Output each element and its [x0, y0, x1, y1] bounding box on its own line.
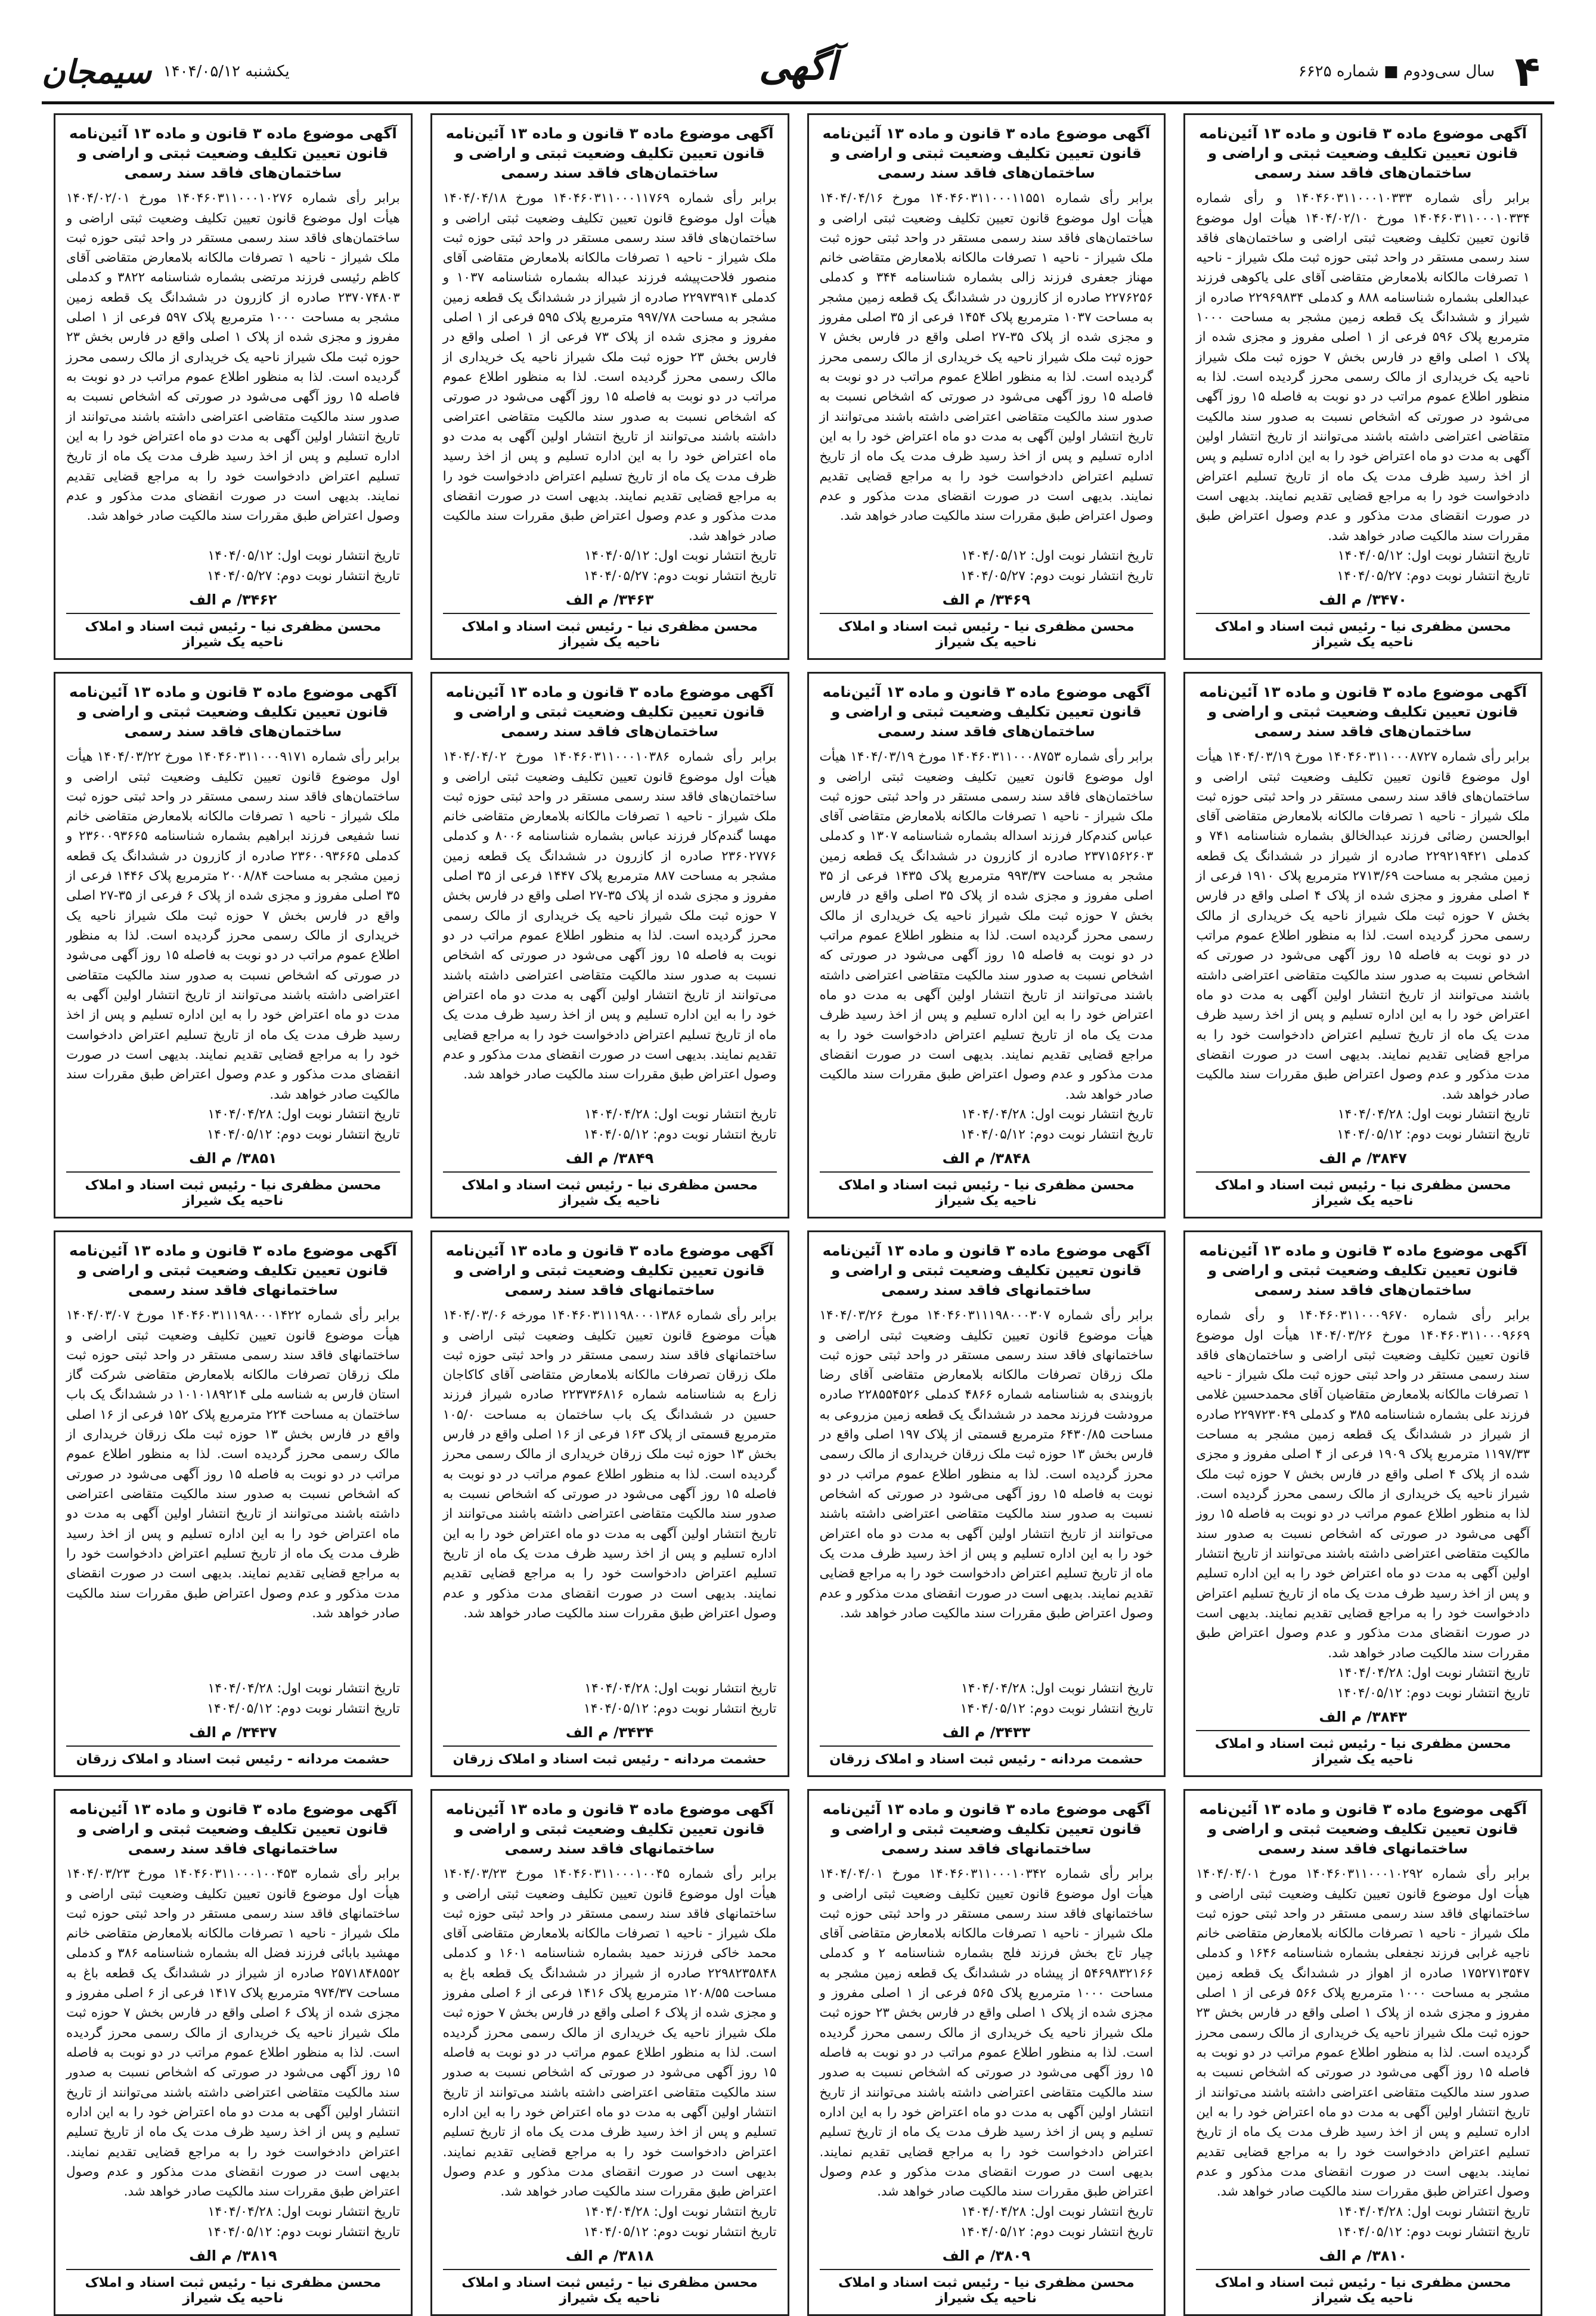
notice-title: آگهی موضوع ماده ۳ قانون و ماده ۱۳ آئین‌نامه قانون تعیین تکلیف وضعیت ثبتی و اراضی و ساختمان‌های فاقد سند رسمی	[1199, 1242, 1527, 1299]
issue-date: یکشنبه ۱۴۰۴/۰۵/۱۲	[163, 63, 290, 80]
notice-code: ۳۴۶۹/ م الف	[942, 591, 1031, 608]
header-left	[42, 52, 290, 91]
notice-block	[54, 672, 413, 1219]
notice-second-publish-date: تاریخ انتشار نوبت دوم: ۱۴۰۴/۰۵/۲۷	[583, 568, 777, 584]
notice-code: ۳۸۵۱/ م الف	[189, 1150, 277, 1167]
notice-title: آگهی موضوع ماده ۳ قانون و ماده ۱۳ آئین‌نامه قانون تعیین تکلیف وضعیت ثبتی و اراضی و ساختمان‌های فاقد سند رسمی	[69, 125, 397, 182]
notice-body: برابر رأی شماره ۱۴۰۴۶۰۳۱۱۰۰۰۱۰۲۷۶ مورخ ۱۴۰۴/۰۲/۰۱ هیأت اول موضوع قانون تعیین تکلیف وضعیت ثبتی اراضی و ساختمان‌های فاقد سند رسمی مستقر در واحد ثبتی حوزه ثبت ملک شیراز - ناحیه ۱ تصرفات مالکانه بلامعارض متقاضی آقای کاظم رئیسی فرزند مرتضی بشماره شناسنامه ۳۸۲۲ و کدملی ۲۳۷۰۷۴۸۰۳ صادره از کازرون در ششدانگ یک قطعه زمین مشجر به مساحت ۱۰۰۰ مترمربع پلاک ۵۹۷ فرعی از ۱ اصلی مفروز و مجزی شده از پلاک ۱ اصلی واقع در فارس بخش ۲۳ حوزه ثبت ملک شیراز ناحیه یک خریداری از مالک رسمی محرز گردیده است. لذا به منظور اطلاع عموم مراتب در دو نوبت به فاصله ۱۵ روز آگهی می‌شود در صورتی که اشخاص نسبت به صدور سند مالکیت متقاضی اعتراضی داشته باشند می‌توانند از تاریخ انتشار اولین آگهی به مدت دو ماه اعتراض خود را به این اداره تسلیم و پس از اخذ رسید ظرف مدت یک ماه از تاریخ تسلیم اعتراض دادخواست خود را به مراجع قضایی تقدیم نمایند. بدیهی است در صورت انقضای مدت مذکور و عدم وصول اعتراض طبق مقررات سند مالکیت صادر خواهد شد.	[66, 191, 400, 524]
notice-title: آگهی موضوع ماده ۳ قانون و ماده ۱۳ آئین‌نامه قانون تعیین تکلیف وضعیت ثبتی و اراضی و ساختمان‌های فاقد سند رسمی	[445, 125, 774, 182]
notice-first-publish-date: تاریخ انتشار نوبت اول: ۱۴۰۴/۰۵/۱۲	[207, 548, 400, 563]
notice-first-publish-date: تاریخ انتشار نوبت اول: ۱۴۰۴/۰۵/۱۲	[1337, 548, 1530, 563]
notice-code: ۳۸۱۹/ م الف	[189, 2247, 277, 2264]
notice-code: ۳۸۱۸/ م الف	[565, 2247, 654, 2264]
notice-signature: محسن مظفری نیا - رئیس ثبت اسناد و املاک ناحیه یک شیراز	[66, 1171, 400, 1208]
notice-first-publish-date: تاریخ انتشار نوبت اول: ۱۴۰۴/۰۴/۲۸	[960, 1106, 1154, 1122]
notice-body: برابر رأی شماره ۱۴۰۴۶۰۳۱۱۱۹۸۰۰۰۳۰۷ مورخ ۱۴۰۴/۰۳/۲۶ هیأت موضوع قانون تعیین تکلیف وضعیت ثبتی اراضی و ساختمانهای فاقد سند رسمی مستقر در واحد ثبتی حوزه ثبت ملک زرقان تصرفات مالکانه بلامعارض متقاضی آقای رضا بازوبندی به شناسنامه شماره ۴۸۶۶ کدملی ۲۲۸۵۵۴۵۲۶ صادره مرودشت فرزند محمد در ششدانگ یک قطعه زمین مزروعی به مساحت ۶۴۳۰/۸۵ مترمربع قسمتی از پلاک ۱۹۷ اصلی واقع در فارس بخش ۱۳ حوزه ثبت ملک زرقان خریداری از مالک رسمی محرز گردیده است. لذا به منظور اطلاع عموم مراتب در دو نوبت به فاصله ۱۵ روز آگهی می‌شود در صورتی که اشخاص نسبت به صدور سند مالکیت متقاضی اعتراضی داشته باشند می‌توانند از تاریخ انتشار اولین آگهی به مدت دو ماه اعتراض خود را به این اداره تسلیم و پس از اخذ رسید ظرف مدت یک ماه از تاریخ تسلیم اعتراض دادخواست خود را به مراجع قضایی تقدیم نمایند. بدیهی است در صورت انقضای مدت مذکور و عدم وصول اعتراض طبق مقررات سند مالکیت صادر خواهد شد.	[819, 1308, 1154, 1621]
notice-block	[430, 1230, 789, 1777]
notice-signature: حشمت مردانه - رئیس ثبت اسناد و املاک زرقان	[820, 1745, 1154, 1767]
notice-block	[54, 1789, 413, 2316]
notice-body: برابر رأی شماره ۱۴۰۴۶۰۳۱۱۰۰۰۱۰۰۴۵ مورخ ۱۴۰۴/۰۳/۲۳ هیأت اول موضوع قانون تعیین تکلیف وضعیت ثبتی اراضی و ساختمانهای فاقد سند رسمی مستقر در واحد ثبتی حوزه ثبت ملک شیراز - ناحیه ۱ تصرفات مالکانه بلامعارض متقاضی آقای محمد خاکی فرزند حمید بشماره شناسنامه ۱۶۰۱ و کدملی ۲۲۹۸۲۳۵۸۴۸ صادره از شیراز در ششدانگ یک قطعه باغ به مساحت ۱۲۰۸/۵۵ مترمربع پلاک ۱۴۱۶ فرعی از ۶ اصلی مفروز و مجزی شده از پلاک ۶ اصلی واقع در فارس بخش ۷ حوزه ثبت ملک شیراز ناحیه یک خریداری از مالک رسمی محرز گردیده است. لذا به منظور اطلاع عموم مراتب در دو نوبت به فاصله ۱۵ روز آگهی می‌شود در صورتی که اشخاص نسبت به صدور سند مالکیت متقاضی اعتراضی داشته باشند می‌توانند از تاریخ انتشار اولین آگهی به مدت دو ماه اعتراض خود را به این اداره تسلیم و پس از اخذ رسید ظرف مدت یک ماه از تاریخ تسلیم اعتراض دادخواست خود را به مراجع قضایی تقدیم نمایند. بدیهی است در صورت انقضای مدت مذکور و عدم وصول اعتراض طبق مقررات سند مالکیت صادر خواهد شد.	[442, 1867, 777, 2200]
notice-block	[1183, 672, 1542, 1219]
notice-code: ۳۴۳۷/ م الف	[189, 1724, 277, 1741]
notice-title: آگهی موضوع ماده ۳ قانون و ماده ۱۳ آئین‌نامه قانون تعیین تکلیف وضعیت ثبتی و اراضی و ساختمان‌های فاقد سند رسمی	[1199, 125, 1527, 182]
notice-first-publish-date: تاریخ انتشار نوبت اول: ۱۴۰۴/۰۴/۲۸	[584, 1681, 777, 1696]
notice-title: آگهی موضوع ماده ۳ قانون و ماده ۱۳ آئین‌نامه قانون تعیین تکلیف وضعیت ثبتی و اراضی و ساختمانهای فاقد سند رسمی	[69, 1242, 397, 1299]
notice-code: ۳۸۱۰/ م الف	[1319, 2247, 1407, 2264]
notice-body: برابر رأی شماره ۱۴۰۴۶۰۳۱۱۰۰۰۱۰۲۹۲ مورخ ۱۴۰۴/۰۴/۰۱ هیأت اول موضوع قانون تعیین تکلیف وضعیت ثبتی اراضی و ساختمانهای فاقد سند رسمی مستقر در واحد ثبتی حوزه ثبت ملک شیراز - ناحیه ۱ تصرفات مالکانه بلامعارض متقاضی خانم ناجیه غرابی فرزند نجفعلی بشماره شناسنامه ۱۶۴۶ و کدملی ۱۷۵۲۷۱۳۵۴۷ صادره از اهواز در ششدانگ یک قطعه زمین مشجر به مساحت ۱۰۰۰ مترمربع پلاک ۵۶۶ فرعی از ۱ اصلی مفروز و مجزی شده از پلاک ۱ اصلی واقع در فارس بخش ۲۳ حوزه ثبت ملک شیراز ناحیه یک خریداری از مالک رسمی محرز گردیده است. لذا به منظور اطلاع عموم مراتب در دو نوبت به فاصله ۱۵ روز آگهی می‌شود در صورتی که اشخاص نسبت به صدور سند مالکیت متقاضی اعتراضی داشته باشند می‌توانند از تاریخ انتشار اولین آگهی به مدت دو ماه اعتراض خود را به این اداره تسلیم و پس از اخذ رسید ظرف مدت یک ماه از تاریخ تسلیم اعتراض دادخواست خود را به مراجع قضایی تقدیم نمایند. بدیهی است در صورت انقضای مدت مذکور و عدم وصول اعتراض طبق مقررات سند مالکیت صادر خواهد شد.	[1196, 1867, 1530, 2200]
notice-block	[54, 1230, 413, 1777]
notice-body: برابر رأی شماره ۱۴۰۴۶۰۳۱۱۰۰۰۹۱۷۱ مورخ ۱۴۰۴/۰۳/۲۲ هیأت اول موضوع قانون تعیین تکلیف وضعیت ثبتی اراضی و ساختمان‌های فاقد سند رسمی مستقر در واحد ثبتی حوزه ثبت ملک شیراز - ناحیه ۱ تصرفات مالکانه بلامعارض متقاضی خانم نسا شفیعی فرزند ابراهیم بشماره شناسنامه ۲۳۶۰۰۹۳۶۶۵ و کدملی ۲۳۶۰۰۹۳۶۶۵ صادره از کازرون در ششدانگ یک قطعه زمین مشجر به مساحت ۲۰۰۸/۸۴ مترمربع پلاک ۱۴۴۶ فرعی از ۳۵ اصلی مفروز و مجزی شده از پلاک ۶ فرعی از ۳۵-۲۷ اصلی واقع در فارس بخش ۷ حوزه ثبت ملک شیراز ناحیه یک خریداری از مالک رسمی محرز گردیده است. لذا به منظور اطلاع عموم مراتب در دو نوبت به فاصله ۱۵ روز آگهی می‌شود در صورتی که اشخاص نسبت به صدور سند مالکیت متقاضی اعتراضی داشته باشند می‌توانند از تاریخ انتشار اولین آگهی به مدت دو ماه اعتراض خود را به این اداره تسلیم و پس از اخذ رسید ظرف مدت یک ماه از تاریخ تسلیم اعتراض دادخواست خود را به مراجع قضایی تقدیم نمایند. بدیهی است در صورت انقضای مدت مذکور و عدم وصول اعتراض طبق مقررات سند مالکیت صادر خواهد شد.	[66, 749, 400, 1102]
notice-signature: محسن مظفری نیا - رئیس ثبت اسناد و املاک ناحیه یک شیراز	[66, 613, 400, 650]
notice-first-publish-date: تاریخ انتشار نوبت اول: ۱۴۰۴/۰۴/۲۸	[207, 2204, 400, 2219]
notice-body: برابر رأی شماره ۱۴۰۴۶۰۳۱۱۰۰۰۱۱۷۶۹ مورخ ۱۴۰۴/۰۴/۱۸ هیأت اول موضوع قانون تعیین تکلیف وضعیت ثبتی اراضی و ساختمان‌های فاقد سند رسمی مستقر در واحد ثبتی حوزه ثبت ملک شیراز - ناحیه ۱ تصرفات مالکانه بلامعارض متقاضی آقای منصور فلاحت‌پیشه فرزند عبداله بشماره شناسنامه ۱۰۳۷ و کدملی ۲۲۹۷۳۹۱۴ صادره از شیراز در ششدانگ یک قطعه زمین مشجر به مساحت ۹۹۷/۷۸ مترمربع پلاک ۵۹۵ فرعی از ۱ اصلی مفروز و مجزی شده از پلاک ۷۳ فرعی از ۱ اصلی واقع در فارس بخش ۲۳ حوزه ثبت ملک شیراز ناحیه یک خریداری از مالک رسمی محرز گردیده است. لذا به منظور اطلاع عموم مراتب در دو نوبت به فاصله ۱۵ روز آگهی می‌شود در صورتی که اشخاص نسبت به صدور سند مالکیت متقاضی اعتراضی داشته باشند می‌توانند از تاریخ انتشار اولین آگهی به مدت دو ماه اعتراض خود را به این اداره تسلیم و پس از اخذ رسید ظرف مدت یک ماه از تاریخ تسلیم اعتراض دادخواست خود را به مراجع قضایی تقدیم نمایند. بدیهی است در صورت انقضای مدت مذکور و عدم وصول اعتراض طبق مقررات سند مالکیت صادر خواهد شد.	[442, 191, 777, 544]
notice-second-publish-date: تاریخ انتشار نوبت دوم: ۱۴۰۴/۰۵/۱۲	[1337, 2224, 1530, 2240]
section-title: آگهی	[758, 44, 838, 89]
notice-second-publish-date: تاریخ انتشار نوبت دوم: ۱۴۰۴/۰۵/۱۲	[207, 2224, 400, 2240]
header-right	[1299, 47, 1554, 96]
notice-first-publish-date: تاریخ انتشار نوبت اول: ۱۴۰۴/۰۴/۲۸	[584, 2204, 777, 2219]
notice-title: آگهی موضوع ماده ۳ قانون و ماده ۱۳ آئین‌نامه قانون تعیین تکلیف وضعیت ثبتی و اراضی و ساختمانهای فاقد سند رسمی	[1199, 1800, 1527, 1858]
notice-code: ۳۸۴۳/ م الف	[1319, 1709, 1407, 1725]
notice-signature: محسن مظفری نیا - رئیس ثبت اسناد و املاک ناحیه یک شیراز	[443, 613, 777, 650]
notice-first-publish-date: تاریخ انتشار نوبت اول: ۱۴۰۴/۰۴/۲۸	[207, 1106, 400, 1122]
notice-second-publish-date: تاریخ انتشار نوبت دوم: ۱۴۰۴/۰۵/۱۲	[583, 1127, 777, 1142]
notice-body: برابر رأی شماره ۱۴۰۴۶۰۳۱۱۰۰۰۸۷۲۷ مورخ ۱۴۰۴/۰۳/۱۹ هیأت اول موضوع قانون تعیین تکلیف وضعیت ثبتی اراضی و ساختمان‌های فاقد سند رسمی مستقر در واحد ثبتی حوزه ثبت ملک شیراز - ناحیه ۱ تصرفات مالکانه بلامعارض متقاضی آقای ابوالحسن رضائی فرزند عبدالخالق بشماره شناسنامه ۷۴۱ و کدملی ۲۲۹۲۱۹۴۲۱ صادره از شیراز در ششدانگ یک قطعه زمین مشجر به مساحت ۲۷۱۳/۶۹ مترمربع پلاک ۱۹۱۰ فرعی از ۴ اصلی مفروز و مجزی شده از پلاک ۴ اصلی واقع در فارس بخش ۷ حوزه ثبت ملک شیراز ناحیه یک خریداری از مالک رسمی محرز گردیده است. لذا به منظور اطلاع عموم مراتب در دو نوبت به فاصله ۱۵ روز آگهی می‌شود در صورتی که اشخاص نسبت به صدور سند مالکیت متقاضی اعتراضی داشته باشند می‌توانند از تاریخ انتشار اولین آگهی به مدت دو ماه اعتراض خود را به این اداره تسلیم و پس از اخذ رسید ظرف مدت یک ماه از تاریخ تسلیم اعتراض دادخواست خود را به مراجع قضایی تقدیم نمایند. بدیهی است در صورت انقضای مدت مذکور و عدم وصول اعتراض طبق مقررات سند مالکیت صادر خواهد شد.	[1196, 749, 1530, 1102]
notice-block	[807, 1230, 1166, 1777]
notice-first-publish-date: تاریخ انتشار نوبت اول: ۱۴۰۴/۰۴/۲۸	[1337, 1665, 1530, 1681]
notice-first-publish-date: تاریخ انتشار نوبت اول: ۱۴۰۴/۰۴/۲۸	[960, 1681, 1154, 1696]
notice-first-publish-date: تاریخ انتشار نوبت اول: ۱۴۰۴/۰۵/۱۲	[584, 548, 777, 563]
notice-code: ۳۴۷۰/ م الف	[1319, 591, 1407, 608]
notice-title: آگهی موضوع ماده ۳ قانون و ماده ۱۳ آئین‌نامه قانون تعیین تکلیف وضعیت ثبتی و اراضی و ساختمان‌های فاقد سند رسمی	[69, 683, 397, 740]
notice-code: ۳۸۴۸/ م الف	[942, 1150, 1031, 1167]
notice-second-publish-date: تاریخ انتشار نوبت دوم: ۱۴۰۴/۰۵/۲۷	[207, 568, 400, 584]
notice-signature: محسن مظفری نیا - رئیس ثبت اسناد و املاک ناحیه یک شیراز	[820, 1171, 1154, 1208]
notice-signature: حشمت مردانه - رئیس ثبت اسناد و املاک زرقان	[66, 1745, 400, 1767]
notice-body: برابر رأی شماره ۱۴۰۴۶۰۳۱۱۰۰۰۱۰۳۳۳ و رأی شماره ۱۴۰۴۶۰۳۱۱۰۰۰۱۰۳۳۴ مورخ ۱۴۰۴/۰۲/۱۰ هیأت اول موضوع قانون تعیین تکلیف وضعیت ثبتی اراضی و ساختمان‌های فاقد سند رسمی مستقر در واحد ثبتی حوزه ثبت ملک شیراز - ناحیه ۱ تصرفات مالکانه بلامعارض متقاضی آقای علی یاکوهی فرزند عبدالعلی بشماره شناسنامه ۸۸۸ و کدملی ۲۲۹۶۹۸۳۴ صادره از شیراز و ششدانگ یک قطعه زمین مشجر به مساحت ۱۰۰۰ مترمربع پلاک ۵۹۶ فرعی از ۱ اصلی مفروز و مجزی شده از پلاک ۱ اصلی واقع در فارس بخش ۷ حوزه ثبت ملک شیراز ناحیه یک خریداری از مالک رسمی محرز گردیده است. لذا به منظور اطلاع عموم مراتب در دو نوبت به فاصله ۱۵ روز آگهی می‌شود در صورتی که اشخاص نسبت به صدور سند مالکیت متقاضی اعتراضی داشته باشند می‌توانند از تاریخ انتشار اولین آگهی به مدت دو ماه اعتراض خود را به این اداره تسلیم و پس از اخذ رسید ظرف مدت یک ماه از تاریخ تسلیم اعتراض دادخواست خود را به مراجع قضایی تقدیم نمایند. بدیهی است در صورت انقضای مدت مذکور و عدم وصول اعتراض طبق مقررات سند مالکیت صادر خواهد شد.	[1196, 191, 1530, 544]
notice-code: ۳۸۴۷/ م الف	[1319, 1150, 1407, 1167]
notice-code: ۳۸۴۹/ م الف	[565, 1150, 654, 1167]
notice-first-publish-date: تاریخ انتشار نوبت اول: ۱۴۰۴/۰۴/۲۸	[1337, 1106, 1530, 1122]
notice-code: ۳۴۳۳/ م الف	[942, 1724, 1031, 1741]
notice-signature: محسن مظفری نیا - رئیس ثبت اسناد و املاک ناحیه یک شیراز	[820, 613, 1154, 650]
notice-block	[54, 113, 413, 660]
page-number: ۴	[1514, 47, 1541, 96]
notice-second-publish-date: تاریخ انتشار نوبت دوم: ۱۴۰۴/۰۵/۱۲	[1337, 1685, 1530, 1701]
notice-signature: محسن مظفری نیا - رئیس ثبت اسناد و املاک ناحیه یک شیراز	[1196, 1730, 1530, 1767]
notice-title: آگهی موضوع ماده ۳ قانون و ماده ۱۳ آئین‌نامه قانون تعیین تکلیف وضعیت ثبتی و اراضی و ساختمان‌های فاقد سند رسمی	[822, 125, 1151, 182]
notice-code: ۳۴۶۳/ م الف	[565, 591, 654, 608]
notice-body: برابر رأی شماره ۱۴۰۴۶۰۳۱۱۱۹۸۰۰۰۱۳۸۶ مورخه ۱۴۰۴/۰۳/۰۶ هیأت موضوع قانون تعیین تکلیف وضعیت ثبتی اراضی و ساختمانهای فاقد سند رسمی مستقر در واحد ثبتی حوزه ثبت ملک زرقان تصرفات مالکانه بلامعارض متقاضی آقای کاکاجان زارع به شناسنامه شماره ۲۲۳۷۳۶۸۱۶ صادره شیراز فرزند حسین در ششدانگ یک باب ساختمان به مساحت ۱۰۵/۰ مترمربع قسمتی از پلاک ۱۶۳ فرعی از ۱۶ اصلی واقع در فارس بخش ۱۳ حوزه ثبت ملک زرقان خریداری از مالک رسمی محرز گردیده است. لذا به منظور اطلاع عموم مراتب در دو نوبت به فاصله ۱۵ روز آگهی می‌شود در صورتی که اشخاص نسبت به صدور سند مالکیت متقاضی اعتراضی داشته باشند می‌توانند از تاریخ انتشار اولین آگهی به مدت دو ماه اعتراض خود را به این اداره تسلیم و پس از اخذ رسید ظرف مدت یک ماه از تاریخ تسلیم اعتراض دادخواست خود را به مراجع قضایی تقدیم نمایند. بدیهی است در صورت انقضای مدت مذکور و عدم وصول اعتراض طبق مقررات سند مالکیت صادر خواهد شد.	[442, 1308, 777, 1621]
notice-second-publish-date: تاریخ انتشار نوبت دوم: ۱۴۰۴/۰۵/۲۷	[1337, 568, 1530, 584]
notice-second-publish-date: تاریخ انتشار نوبت دوم: ۱۴۰۴/۰۵/۱۲	[583, 2224, 777, 2240]
notice-title: آگهی موضوع ماده ۳ قانون و ماده ۱۳ آئین‌نامه قانون تعیین تکلیف وضعیت ثبتی و اراضی و ساختمان‌های فاقد سند رسمی	[445, 683, 774, 740]
notice-block	[430, 672, 789, 1219]
notice-title: آگهی موضوع ماده ۳ قانون و ماده ۱۳ آئین‌نامه قانون تعیین تکلیف وضعیت ثبتی و اراضی و ساختمانهای فاقد سند رسمی	[445, 1242, 774, 1299]
notice-second-publish-date: تاریخ انتشار نوبت دوم: ۱۴۰۴/۰۵/۱۲	[960, 1701, 1154, 1716]
notice-first-publish-date: تاریخ انتشار نوبت اول: ۱۴۰۴/۰۴/۲۸	[584, 1106, 777, 1122]
notice-second-publish-date: تاریخ انتشار نوبت دوم: ۱۴۰۴/۰۵/۱۲	[960, 2224, 1154, 2240]
notice-signature: محسن مظفری نیا - رئیس ثبت اسناد و املاک ناحیه یک شیراز	[1196, 613, 1530, 650]
notice-signature: محسن مظفری نیا - رئیس ثبت اسناد و املاک ناحیه یک شیراز	[1196, 1171, 1530, 1208]
notice-block	[807, 113, 1166, 660]
notice-block	[1183, 1230, 1542, 1777]
notice-second-publish-date: تاریخ انتشار نوبت دوم: ۱۴۰۴/۰۵/۲۷	[960, 568, 1154, 584]
notice-title: آگهی موضوع ماده ۳ قانون و ماده ۱۳ آئین‌نامه قانون تعیین تکلیف وضعیت ثبتی و اراضی و ساختمانهای فاقد سند رسمی	[822, 1242, 1151, 1299]
notice-second-publish-date: تاریخ انتشار نوبت دوم: ۱۴۰۴/۰۵/۱۲	[207, 1701, 400, 1716]
notice-body: برابر رأی شماره ۱۴۰۴۶۰۳۱۱۰۰۰۸۷۵۳ مورخ ۱۴۰۴/۰۳/۱۹ هیأت اول موضوع قانون تعیین تکلیف وضعیت ثبتی اراضی و ساختمان‌های فاقد سند رسمی مستقر در واحد ثبتی حوزه ثبت ملک شیراز - ناحیه ۱ تصرفات مالکانه بلامعارض متقاضی آقای عباس کندم‌کار فرزند اسداله بشماره شناسنامه ۱۳۰۷ و کدملی ۲۳۷۱۵۶۲۶۰۳ صادره از کازرون در ششدانگ یک قطعه زمین مشجر به مساحت ۹۹۳/۳۷ مترمربع پلاک ۱۴۳۵ فرعی از ۳۵ اصلی مفروز و مجزی شده از پلاک ۳۵ اصلی واقع در فارس بخش ۷ حوزه ثبت ملک شیراز ناحیه یک خریداری از مالک رسمی محرز گردیده است. لذا به منظور اطلاع عموم مراتب در دو نوبت به فاصله ۱۵ روز آگهی می‌شود در صورتی که اشخاص نسبت به صدور سند مالکیت متقاضی اعتراضی داشته باشند می‌توانند از تاریخ انتشار اولین آگهی به مدت دو ماه اعتراض خود را به این اداره تسلیم و پس از اخذ رسید ظرف مدت یک ماه از تاریخ تسلیم اعتراض دادخواست خود را به مراجع قضایی تقدیم نمایند. بدیهی است در صورت انقضای مدت مذکور و عدم وصول اعتراض طبق مقررات سند مالکیت صادر خواهد شد.	[819, 749, 1154, 1102]
notice-first-publish-date: تاریخ انتشار نوبت اول: ۱۴۰۴/۰۵/۱۲	[960, 548, 1154, 563]
notice-title: آگهی موضوع ماده ۳ قانون و ماده ۱۳ آئین‌نامه قانون تعیین تکلیف وضعیت ثبتی و اراضی و ساختمانهای فاقد سند رسمی	[445, 1800, 774, 1858]
notice-body: برابر رأی شماره ۱۴۰۴۶۰۳۱۱۰۰۰۱۰۰۴۵۳ مورخ ۱۴۰۴/۰۳/۲۳ هیأت اول موضوع قانون تعیین تکلیف وضعیت ثبتی اراضی و ساختمانهای فاقد سند رسمی مستقر در واحد ثبتی حوزه ثبت ملک شیراز - ناحیه ۱ تصرفات مالکانه بلامعارض متقاضی خانم مهشید بابائی فرزند فضل اله بشماره شناسنامه ۳۸۶ و کدملی ۲۵۷۱۸۴۸۵۵۲ صادره از شیراز در ششدانگ یک قطعه باغ به مساحت ۹۷۴/۳۷ مترمربع پلاک ۱۴۱۷ فرعی از ۶ اصلی مفروز و مجزی شده از پلاک ۶ اصلی واقع در فارس بخش ۷ حوزه ثبت ملک شیراز ناحیه یک خریداری از مالک رسمی محرز گردیده است. لذا به منظور اطلاع عموم مراتب در دو نوبت به فاصله ۱۵ روز آگهی می‌شود در صورتی که اشخاص نسبت به صدور سند مالکیت متقاضی اعتراضی داشته باشند می‌توانند از تاریخ انتشار اولین آگهی به مدت دو ماه اعتراض خود را به این اداره تسلیم و پس از اخذ رسید ظرف مدت یک ماه از تاریخ تسلیم اعتراض دادخواست خود را به مراجع قضایی تقدیم نمایند. بدیهی است در صورت انقضای مدت مذکور و عدم وصول اعتراض طبق مقررات سند مالکیت صادر خواهد شد.	[66, 1867, 400, 2200]
notice-body: برابر رأی شماره ۱۴۰۴۶۰۳۱۱۱۹۸۰۰۰۱۴۲۲ مورخ ۱۴۰۴/۰۳/۰۷ هیأت موضوع قانون تعیین تکلیف وضعیت ثبتی اراضی و ساختمانهای فاقد سند رسمی مستقر در واحد ثبتی حوزه ثبت ملک زرقان تصرفات مالکانه بلامعارض متقاضی شرکت گاز استان فارس به شناسه ملی ۱۰۱۰۱۸۹۲۱۴ در ششدانگ یک باب ساختمان به مساحت ۲۲۴ مترمربع پلاک ۱۵۲ فرعی از ۱۶ اصلی واقع در فارس بخش ۱۳ حوزه ثبت ملک زرقان خریداری از مالک رسمی محرز گردیده است. لذا به منظور اطلاع عموم مراتب در دو نوبت به فاصله ۱۵ روز آگهی می‌شود در صورتی که اشخاص نسبت به صدور سند مالکیت متقاضی اعتراضی داشته باشند می‌توانند از تاریخ انتشار اولین آگهی به مدت دو ماه اعتراض خود را به این اداره تسلیم و پس از اخذ رسید ظرف مدت یک ماه از تاریخ تسلیم اعتراض دادخواست خود را به مراجع قضایی تقدیم نمایند. بدیهی است در صورت انقضای مدت مذکور و عدم وصول اعتراض طبق مقررات سند مالکیت صادر خواهد شد.	[66, 1308, 400, 1621]
notice-body: برابر رأی شماره ۱۴۰۴۶۰۳۱۱۰۰۰۱۱۵۵۱ مورخ ۱۴۰۴/۰۴/۱۶ هیأت اول موضوع قانون تعیین تکلیف وضعیت ثبتی اراضی و ساختمان‌های فاقد سند رسمی مستقر در واحد ثبتی حوزه ثبت ملک شیراز - ناحیه ۱ تصرفات مالکانه بلامعارض متقاضی خانم مهناز جعفری فرزند زالی بشماره شناسنامه ۳۴۴ و کدملی ۲۲۷۶۲۵۶ صادره از کازرون در ششدانگ یک قطعه زمین مشجر به مساحت ۱۰۳۷ مترمربع پلاک ۱۴۵۴ فرعی از ۳۵ اصلی مفروز و مجزی شده از پلاک ۳۵-۲۷ اصلی واقع در فارس بخش ۷ حوزه ثبت ملک شیراز ناحیه یک خریداری از مالک رسمی محرز گردیده است. لذا به منظور اطلاع عموم مراتب در دو نوبت به فاصله ۱۵ روز آگهی می‌شود در صورتی که اشخاص نسبت به صدور سند مالکیت متقاضی اعتراضی داشته باشند می‌توانند از تاریخ انتشار اولین آگهی به مدت دو ماه اعتراض خود را به این اداره تسلیم و پس از اخذ رسید ظرف مدت یک ماه از تاریخ تسلیم اعتراض دادخواست خود را به مراجع قضایی تقدیم نمایند. بدیهی است در صورت انقضای مدت مذکور و عدم وصول اعتراض طبق مقررات سند مالکیت صادر خواهد شد.	[819, 191, 1154, 524]
notice-block	[430, 113, 789, 660]
notice-signature: محسن مظفری نیا - رئیس ثبت اسناد و املاک ناحیه یک شیراز	[443, 1171, 777, 1208]
notice-title: آگهی موضوع ماده ۳ قانون و ماده ۱۳ آئین‌نامه قانون تعیین تکلیف وضعیت ثبتی و اراضی و ساختمانهای فاقد سند رسمی	[69, 1800, 397, 1858]
notice-second-publish-date: تاریخ انتشار نوبت دوم: ۱۴۰۴/۰۵/۱۲	[960, 1127, 1154, 1142]
notice-signature: محسن مظفری نیا - رئیس ثبت اسناد و املاک ناحیه یک شیراز	[1196, 2269, 1530, 2306]
notice-body: برابر رأی شماره ۱۴۰۴۶۰۳۱۱۰۰۰۱۰۳۸۶ مورخ ۱۴۰۴/۰۴/۰۲ هیأت اول موضوع قانون تعیین تکلیف وضعیت ثبتی اراضی و ساختمان‌های فاقد سند رسمی مستقر در واحد ثبتی حوزه ثبت ملک شیراز - ناحیه ۱ تصرفات مالکانه بلامعارض متقاضی خانم مهسا گندم‌کار فرزند عباس بشماره شناسنامه ۸۰۰۶ و کدملی ۲۳۶۰۲۷۷۶ صادره از کازرون در ششدانگ یک قطعه زمین مشجر به مساحت ۸۸۷ مترمربع پلاک ۱۴۴۷ فرعی از ۳۵ اصلی مفروز و مجزی شده از پلاک ۳۵-۲۷ اصلی واقع در فارس بخش ۷ حوزه ثبت ملک شیراز ناحیه یک خریداری از مالک رسمی محرز گردیده است. لذا به منظور اطلاع عموم مراتب در دو نوبت به فاصله ۱۵ روز آگهی می‌شود در صورتی که اشخاص نسبت به صدور سند مالکیت متقاضی اعتراضی داشته باشند می‌توانند از تاریخ انتشار اولین آگهی به مدت دو ماه اعتراض خود را به این اداره تسلیم و پس از اخذ رسید ظرف مدت یک ماه از تاریخ تسلیم اعتراض دادخواست خود را به مراجع قضایی تقدیم نمایند. بدیهی است در صورت انقضای مدت مذکور و عدم وصول اعتراض طبق مقررات سند مالکیت صادر خواهد شد.	[442, 749, 777, 1083]
notice-body: برابر رأی شماره ۱۴۰۴۶۰۳۱۱۰۰۰۹۶۷۰ و رأی شماره ۱۴۰۴۶۰۳۱۱۰۰۰۹۶۶۹ مورخ ۱۴۰۴/۰۳/۲۶ هیأت اول موضوع قانون تعیین تکلیف وضعیت ثبتی اراضی و ساختمان‌های فاقد سند رسمی مستقر در واحد ثبتی حوزه ثبت ملک شیراز - ناحیه ۱ تصرفات مالکانه بلامعارض متقاضیان آقای محمدحسین غلامی فرزند علی بشماره شناسنامه ۳۸۵ و کدملی ۲۲۹۷۲۳۰۴۹ صادره از شیراز در ششدانگ یک قطعه زمین مشجر به مساحت ۱۱۹۷/۳۳ مترمربع پلاک ۱۹۰۹ فرعی از ۴ اصلی مفروز و مجزی شده از پلاک ۴ اصلی واقع در فارس بخش ۷ حوزه ثبت ملک شیراز ناحیه یک خریداری از مالک رسمی محرز گردیده است. لذا به منظور اطلاع عموم مراتب در دو نوبت به فاصله ۱۵ روز آگهی می‌شود در صورتی که اشخاص نسبت به صدور سند مالکیت متقاضی اعتراضی داشته باشند می‌توانند از تاریخ انتشار اولین آگهی به مدت دو ماه اعتراض خود را به این اداره تسلیم و پس از اخذ رسید ظرف مدت یک ماه از تاریخ تسلیم اعتراض دادخواست خود را به مراجع قضایی تقدیم نمایند. بدیهی است در صورت انقضای مدت مذکور و عدم وصول اعتراض طبق مقررات سند مالکیت صادر خواهد شد.	[1196, 1308, 1530, 1661]
notice-signature: حشمت مردانه - رئیس ثبت اسناد و املاک زرقان	[443, 1745, 777, 1767]
notice-second-publish-date: تاریخ انتشار نوبت دوم: ۱۴۰۴/۰۵/۱۲	[583, 1701, 777, 1716]
notice-first-publish-date: تاریخ انتشار نوبت اول: ۱۴۰۴/۰۴/۲۸	[960, 2204, 1154, 2219]
issue-info: سال سی‌ودوم ■ شماره ۶۶۲۵	[1298, 63, 1495, 80]
notice-block	[430, 1789, 789, 2316]
notice-title: آگهی موضوع ماده ۳ قانون و ماده ۱۳ آئین‌نامه قانون تعیین تکلیف وضعیت ثبتی و اراضی و ساختمان‌های فاقد سند رسمی	[822, 683, 1151, 740]
notice-second-publish-date: تاریخ انتشار نوبت دوم: ۱۴۰۴/۰۵/۱۲	[1337, 1127, 1530, 1142]
notice-code: ۳۴۳۴/ م الف	[565, 1724, 654, 1741]
notice-first-publish-date: تاریخ انتشار نوبت اول: ۱۴۰۴/۰۴/۲۸	[207, 1681, 400, 1696]
notice-signature: محسن مظفری نیا - رئیس ثبت اسناد و املاک ناحیه یک شیراز	[66, 2269, 400, 2306]
notice-block	[807, 1789, 1166, 2316]
notice-code: ۳۸۰۹/ م الف	[942, 2247, 1031, 2264]
notices-grid	[54, 113, 1542, 2306]
newspaper-logo: سیمجان	[42, 52, 151, 91]
notice-body: برابر رأی شماره ۱۴۰۴۶۰۳۱۱۰۰۰۱۰۳۴۲ مورخ ۱۴۰۴/۰۴/۰۱ هیأت اول موضوع قانون تعیین تکلیف وضعیت ثبتی اراضی و ساختمانهای فاقد سند رسمی مستقر در واحد ثبتی حوزه ثبت ملک شیراز - ناحیه ۱ تصرفات مالکانه بلامعارض متقاضی آقای چیار تاج بخش فرزند فلج بشماره شناسنامه ۲ و کدملی ۵۴۶۹۸۳۲۱۶۶ از پیشاه در ششدانگ یک قطعه زمین مشجر به مساحت ۱۰۰۰ مترمربع پلاک ۵۶۵ فرعی از ۱ اصلی مفروز و مجزی شده از پلاک ۱ اصلی واقع در فارس بخش ۲۳ حوزه ثبت ملک شیراز ناحیه یک خریداری از مالک رسمی محرز گردیده است. لذا به منظور اطلاع عموم مراتب در دو نوبت به فاصله ۱۵ روز آگهی می‌شود در صورتی که اشخاص نسبت به صدور سند مالکیت متقاضی اعتراضی داشته باشند می‌توانند از تاریخ انتشار اولین آگهی به مدت دو ماه اعتراض خود را به این اداره تسلیم و پس از اخذ رسید ظرف مدت یک ماه از تاریخ تسلیم اعتراض دادخواست خود را به مراجع قضایی تقدیم نمایند. بدیهی است در صورت انقضای مدت مذکور و عدم وصول اعتراض طبق مقررات سند مالکیت صادر خواهد شد.	[819, 1867, 1154, 2200]
notice-title: آگهی موضوع ماده ۳ قانون و ماده ۱۳ آئین‌نامه قانون تعیین تکلیف وضعیت ثبتی و اراضی و ساختمانهای فاقد سند رسمی	[822, 1800, 1151, 1858]
notice-block	[1183, 113, 1542, 660]
notice-signature: محسن مظفری نیا - رئیس ثبت اسناد و املاک ناحیه یک شیراز	[443, 2269, 777, 2306]
notice-block	[807, 672, 1166, 1219]
notice-block	[1183, 1789, 1542, 2316]
notice-code: ۳۴۶۲/ م الف	[189, 591, 277, 608]
notice-title: آگهی موضوع ماده ۳ قانون و ماده ۱۳ آئین‌نامه قانون تعیین تکلیف وضعیت ثبتی و اراضی و ساختمان‌های فاقد سند رسمی	[1199, 683, 1527, 740]
notice-second-publish-date: تاریخ انتشار نوبت دوم: ۱۴۰۴/۰۵/۱۲	[207, 1127, 400, 1142]
notice-signature: محسن مظفری نیا - رئیس ثبت اسناد و املاک ناحیه یک شیراز	[820, 2269, 1154, 2306]
page-header	[42, 42, 1554, 104]
notice-first-publish-date: تاریخ انتشار نوبت اول: ۱۴۰۴/۰۴/۲۸	[1337, 2204, 1530, 2219]
